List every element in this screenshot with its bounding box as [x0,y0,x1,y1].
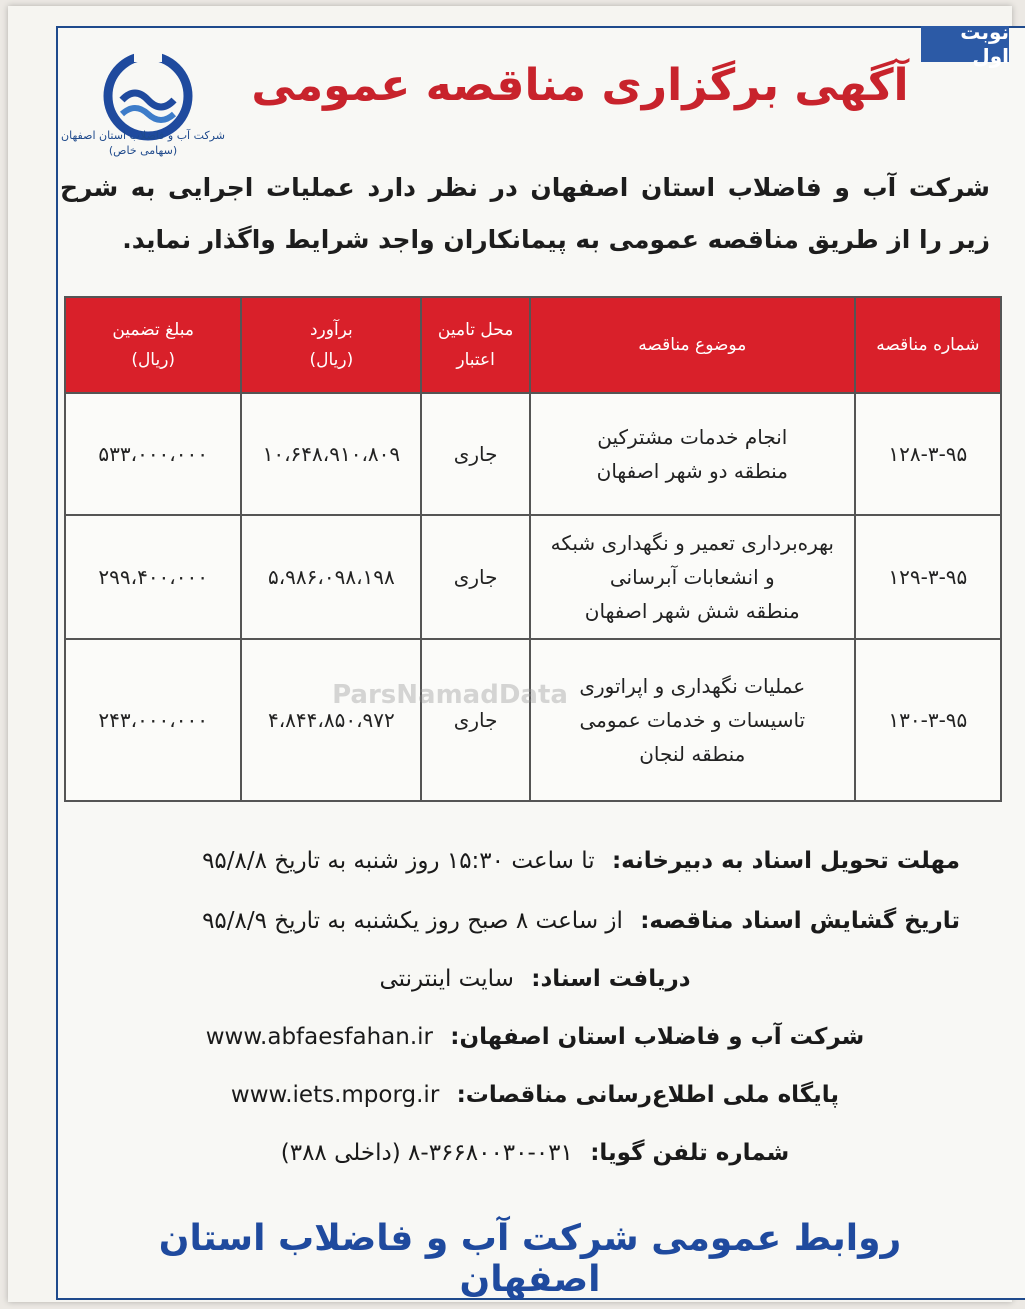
company-site-link[interactable]: www.abfaesfahan.ir [205,1024,433,1050]
header-estimate [241,297,421,393]
phone-value: ۰۳۱-۳۶۶۸۰۰۳۰-۸ (داخلی ۳۸۸) [280,1140,573,1166]
tender-id: ۱۲۹-۳-۹۵ [855,515,1001,639]
estimate-amount: ۱۰،۶۴۸،۹۱۰،۸۰۹ [241,393,421,515]
receive-value: سایت اینترنتی [379,966,514,992]
opening-line [110,908,960,934]
header-subject: موضوع مناقصه [530,297,855,393]
deadline-value: تا ساعت ۱۵:۳۰ روز شنبه به تاریخ ۹۵/۸/۸ [202,848,595,874]
table-row [65,393,1001,515]
funding-source: جاری [421,639,529,801]
subject-line: منطقه لنجان [639,742,746,766]
portal-line [110,1082,960,1108]
notice-title: آگهی برگزاری مناقصه عمومی [251,60,909,111]
header-bond [65,297,241,393]
header-bond-unit: (ریال) [131,350,176,370]
tender-id: ۱۲۸-۳-۹۵ [855,393,1001,515]
portal-link[interactable]: www.iets.mporg.ir [230,1082,440,1108]
subject-line: و انشعابات آبرسانی [609,565,775,589]
round-badge: نوبت اول [921,26,1009,62]
subject-line: منطقه دو شهر اصفهان [596,459,788,483]
header-funding-source: محل تامین اعتبار [421,297,529,393]
portal-label: پایگاه ملی اطلاع‌رسانی مناقصات: [456,1082,840,1108]
subject-line: منطقه شش شهر اصفهان [584,599,800,623]
header-tender-id: شماره مناقصه [855,297,1001,393]
deadline-label: مهلت تحویل اسناد به دبیرخانه: [611,848,960,874]
subject-line: تاسیسات و خدمات عمومی [579,708,806,732]
phone-line [110,1140,960,1166]
receive-line [110,966,960,992]
receive-label: دریافت اسناد: [531,966,691,992]
tender-subject [530,515,855,639]
subject-line: انجام خدمات مشترکین [597,425,788,449]
company-site-label: شرکت آب و فاضلاب استان اصفهان: [450,1024,865,1050]
opening-label: تاریخ گشایش اسناد مناقصه: [640,908,960,934]
table-header-row [65,297,1001,393]
header-bond-label: مبلغ تضمین [112,320,195,340]
estimate-amount: ۴،۸۴۴،۸۵۰،۹۷۲ [241,639,421,801]
table-row [65,515,1001,639]
watermark: ParsNamadData [332,680,568,710]
funding-source: جاری [421,393,529,515]
table-row [65,639,1001,801]
bond-amount: ۵۳۳،۰۰۰،۰۰۰ [65,393,241,515]
subject-line: عملیات نگهداری و اپراتوری [579,674,806,698]
logo-company-name: شرکت آب و فاضلاب استان اصفهان [61,129,225,142]
funding-source: جاری [421,515,529,639]
logo-caption [58,128,228,158]
opening-value: از ساعت ۸ صبح روز یکشنبه به تاریخ ۹۵/۸/۹ [202,908,623,934]
header-estimate-label: برآورد [309,320,353,340]
footer-signature: روابط عمومی شرکت آب و فاضلاب استان اصفهان [158,1218,902,1300]
bond-amount: ۲۴۳،۰۰۰،۰۰۰ [65,639,241,801]
phone-label: شماره تلفن گویا: [590,1140,790,1166]
header-estimate-unit: (ریال) [309,350,354,370]
subject-line: بهره‌برداری تعمیر و نگهداری شبکه [550,531,834,555]
tender-subject [530,639,855,801]
logo-company-type: (سهامی خاص) [108,144,178,157]
deadline-line [110,848,960,874]
intro-paragraph: شرکت آب و فاضلاب استان اصفهان در نظر دارد عملیات اجرایی به شرح زیر را از طریق مناقصه عمومی به پیمانکاران واجد شرایط واگذار نماید. [60,173,990,254]
tender-table [64,296,1002,802]
tender-id: ۱۳۰-۳-۹۵ [855,639,1001,801]
bond-amount: ۲۹۹،۴۰۰،۰۰۰ [65,515,241,639]
estimate-amount: ۵،۹۸۶،۰۹۸،۱۹۸ [241,515,421,639]
tender-subject [530,393,855,515]
company-site-line [110,1024,960,1050]
